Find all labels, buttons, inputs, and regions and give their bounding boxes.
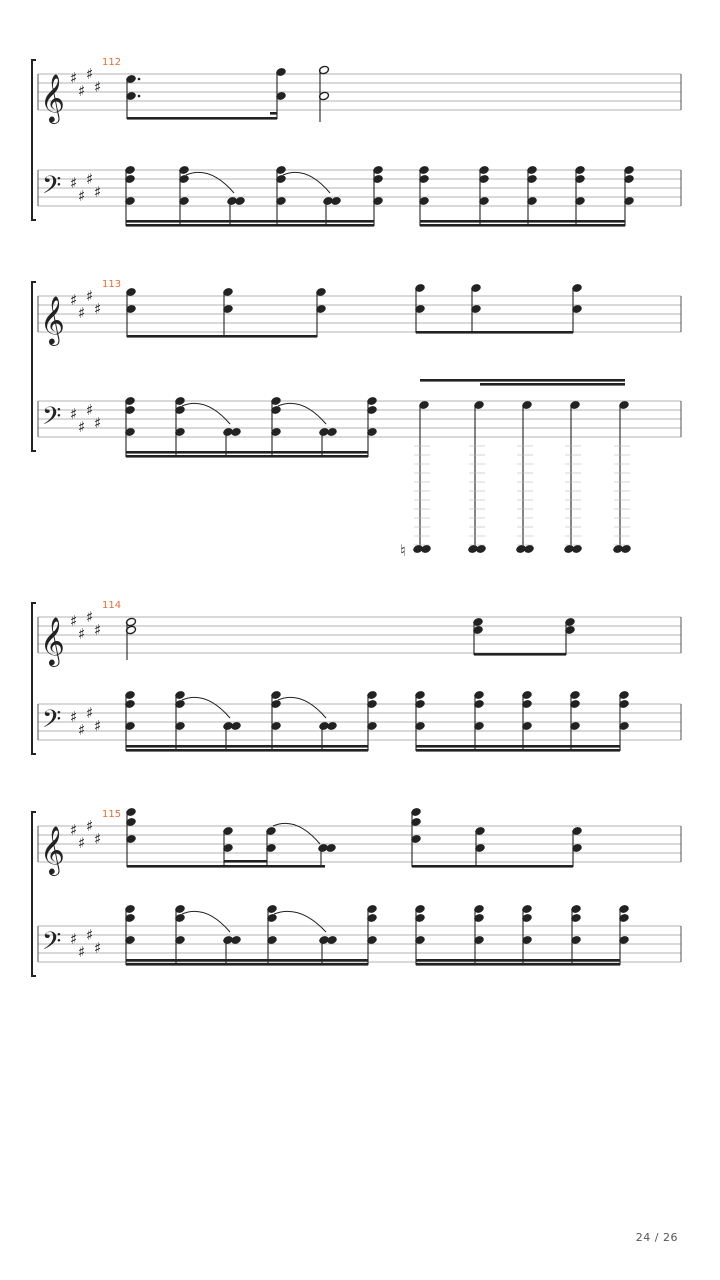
- notehead: [326, 843, 337, 853]
- beam: [412, 865, 573, 868]
- notehead: [331, 196, 342, 206]
- beam: [126, 745, 368, 748]
- system-2: [32, 279, 681, 560]
- system-4: [32, 807, 681, 976]
- sharp-icon: ♯: [86, 401, 94, 419]
- sharp-icon: ♯: [70, 708, 78, 726]
- notehead: [231, 427, 242, 437]
- sharp-icon: ♯: [70, 821, 78, 839]
- sharp-icon: ♯: [94, 939, 102, 957]
- bass-clef-icon: 𝄢: [42, 927, 62, 962]
- sharp-icon: ♯: [70, 69, 78, 87]
- page-indicator: 24 / 26: [635, 1231, 678, 1244]
- treble-clef-icon: 𝄞: [40, 73, 65, 122]
- beam: [416, 963, 620, 966]
- treble-clef-icon: 𝄞: [40, 825, 65, 874]
- bass-clef-icon: 𝄢: [42, 705, 62, 740]
- sharp-icon: ♯: [70, 174, 78, 192]
- beam: [127, 117, 277, 120]
- sharp-icon: ♯: [86, 65, 94, 83]
- measure-number: 115: [102, 809, 122, 820]
- beam: [416, 745, 620, 748]
- sharp-icon: ♯: [94, 78, 102, 96]
- treble-clef-icon: 𝄞: [40, 616, 65, 665]
- bass-clef-icon: 𝄢: [42, 171, 62, 206]
- tie-curve: [278, 403, 326, 424]
- system-bracket: [32, 603, 36, 754]
- notehead: [231, 935, 242, 945]
- beam: [474, 653, 566, 656]
- beam: [126, 455, 368, 458]
- beam: [420, 220, 625, 223]
- beam: [416, 749, 620, 752]
- notehead: [327, 721, 338, 731]
- system-bracket: [32, 282, 36, 451]
- sharp-icon: ♯: [86, 608, 94, 626]
- sharp-icon: ♯: [94, 183, 102, 201]
- tie-curve: [182, 697, 230, 718]
- sharp-icon: ♯: [94, 414, 102, 432]
- sharp-icon: ♯: [94, 717, 102, 735]
- sharp-icon: ♯: [86, 926, 94, 944]
- dot: [138, 95, 141, 98]
- beam: [126, 749, 368, 752]
- bass-clef-icon: 𝄢: [42, 402, 62, 437]
- system-bracket: [32, 60, 36, 220]
- sharp-icon: ♯: [86, 704, 94, 722]
- system-bracket: [32, 812, 36, 976]
- notehead: [421, 544, 432, 554]
- measure-number: 114: [102, 600, 122, 611]
- notehead: [231, 721, 242, 731]
- tie-curve: [278, 697, 326, 718]
- notehead: [524, 544, 535, 554]
- tie-curve: [182, 911, 230, 932]
- sharp-icon: ♯: [78, 834, 86, 852]
- notehead: [327, 427, 338, 437]
- measure-number: 112: [102, 57, 122, 68]
- notehead: [572, 544, 583, 554]
- tie-curve: [186, 172, 234, 193]
- tie-curve: [274, 911, 326, 932]
- beam: [126, 963, 368, 966]
- measure-number: 113: [102, 279, 122, 290]
- sharp-icon: ♯: [86, 817, 94, 835]
- beam: [224, 860, 267, 863]
- sharp-icon: ♯: [78, 625, 86, 643]
- sharp-icon: ♯: [70, 405, 78, 423]
- beam: [420, 379, 625, 382]
- beam: [127, 865, 325, 868]
- sharp-icon: ♯: [94, 300, 102, 318]
- sharp-icon: ♯: [94, 830, 102, 848]
- sharp-icon: ♯: [78, 418, 86, 436]
- sharp-icon: ♯: [86, 287, 94, 305]
- beam: [416, 959, 620, 962]
- tie-curve: [273, 823, 320, 844]
- beam: [126, 220, 374, 223]
- notehead: [235, 196, 246, 206]
- system-1: [32, 57, 681, 227]
- beam: [126, 224, 374, 227]
- sharp-icon: ♯: [70, 930, 78, 948]
- sharp-icon: ♯: [78, 82, 86, 100]
- beam: [480, 383, 625, 386]
- beam: [127, 335, 317, 338]
- natural-icon: ♮: [400, 541, 406, 560]
- dot: [138, 78, 141, 81]
- beam: [420, 224, 625, 227]
- treble-clef-icon: 𝄞: [40, 295, 65, 344]
- sharp-icon: ♯: [78, 187, 86, 205]
- sharp-icon: ♯: [78, 304, 86, 322]
- beam: [126, 959, 368, 962]
- sharp-icon: ♯: [86, 170, 94, 188]
- system-3: [32, 600, 681, 754]
- tie-curve: [283, 172, 330, 193]
- sharp-icon: ♯: [94, 621, 102, 639]
- beam: [416, 331, 573, 334]
- beam-hook: [270, 112, 277, 115]
- tie-curve: [182, 403, 230, 424]
- notehead: [621, 544, 632, 554]
- sharp-icon: ♯: [70, 291, 78, 309]
- sharp-icon: ♯: [78, 943, 86, 961]
- notehead: [476, 544, 487, 554]
- sharp-icon: ♯: [78, 721, 86, 739]
- beam: [126, 451, 368, 454]
- notehead: [327, 935, 338, 945]
- sharp-icon: ♯: [70, 612, 78, 630]
